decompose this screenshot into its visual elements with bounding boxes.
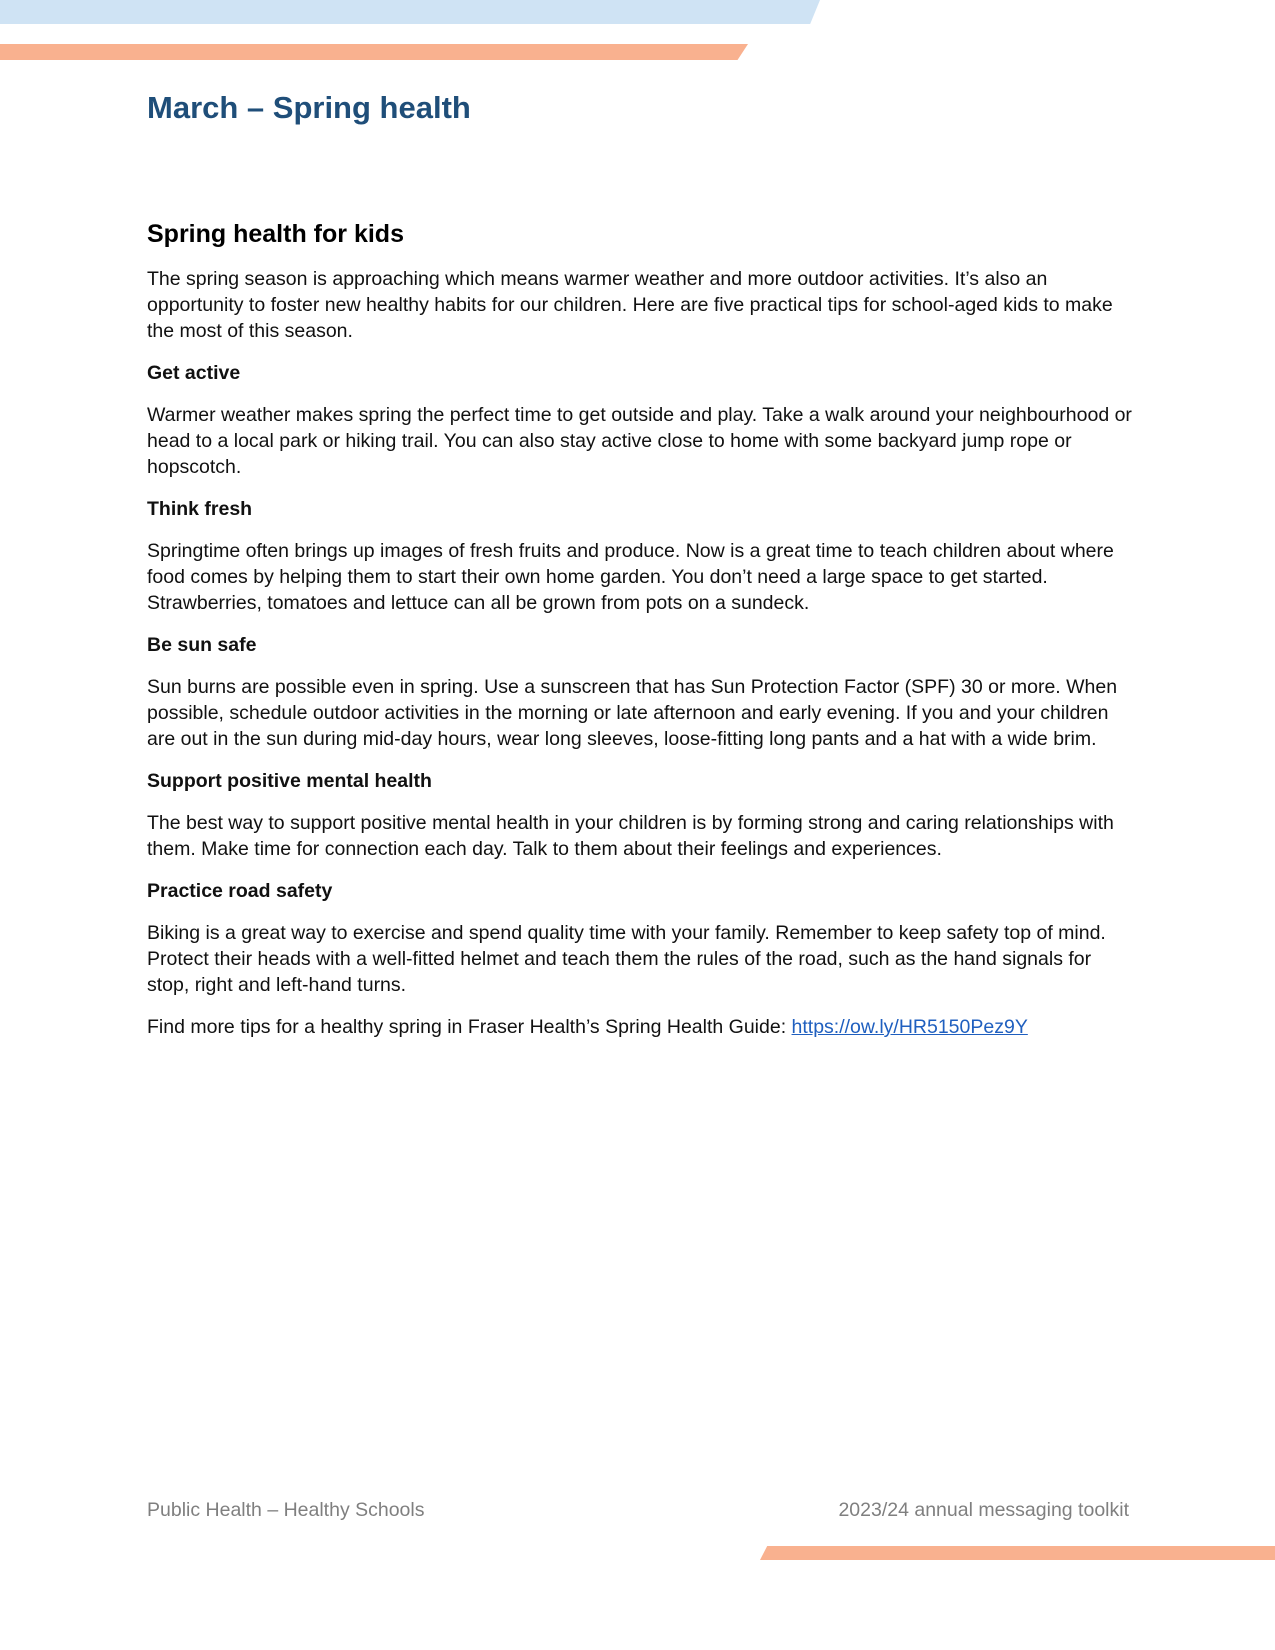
intro-paragraph: The spring season is approaching which means warmer weather and more outdoor activities. It’s also an opportunity to foster new healthy habits for our children. Here are five practical tips for school-aged kids to make the most of this season. [147, 268, 1113, 342]
footer-left-text: Public Health – Healthy Schools [147, 1499, 425, 1521]
closing-paragraph [147, 1014, 1137, 1040]
section-heading: Spring health for kids [147, 220, 404, 248]
tip-body-road-safety: Biking is a great way to exercise and spend quality time with your family. Remember to keep safety top of mind. Protect their heads with a well-fitted helmet and teach them the rules of the road, such as the hand signals for stop, right and left-hand turns. [147, 922, 1106, 996]
spring-health-guide-link[interactable]: https://ow.ly/HR5150Pez9Y [791, 1016, 1028, 1038]
tip-body-get-active: Warmer weather makes spring the perfect time to get outside and play. Take a walk around your neighbourhood or head to a local park or hiking trail. You can also stay active close to home with some backyard jump rope or hopscotch. [147, 404, 1132, 478]
page-content [147, 84, 1137, 1040]
tip-heading-sun-safe: Be sun safe [147, 634, 257, 656]
header-accent-bar-blue [0, 0, 820, 24]
tip-heading-road-safety: Practice road safety [147, 880, 333, 902]
tip-heading-mental-health: Support positive mental health [147, 770, 432, 792]
tip-heading-think-fresh: Think fresh [147, 498, 253, 520]
closing-text: Find more tips for a healthy spring in Fraser Health’s Spring Health Guide: [147, 1016, 792, 1038]
tip-body-sun-safe: Sun burns are possible even in spring. Use a sunscreen that has Sun Protection Factor (SPF) 30 or more. When possible, schedule outdoor activities in the morning or late afternoon and early evening. If you and your children are out in the sun during mid-day hours, wear long sleeves, loose-fitting long pants and a hat with a wide brim. [147, 676, 1118, 750]
footer-accent-bar-orange [760, 1546, 1275, 1560]
tip-body-mental-health: The best way to support positive mental health in your children is by forming strong and caring relationships with them. Make time for connection each day. Talk to them about their feelings and experiences. [147, 812, 1114, 860]
header-accent-bar-orange [0, 44, 748, 60]
footer-right-text: 2023/24 annual messaging toolkit [838, 1499, 1129, 1521]
tip-heading-get-active: Get active [147, 362, 241, 384]
page-title: March – Spring health [147, 90, 471, 125]
tip-body-think-fresh: Springtime often brings up images of fresh fruits and produce. Now is a great time to teach children about where food comes by helping them to start their own home garden. You don’t need a large space to get started. Strawberries, tomatoes and lettuce can all be grown from pots on a sundeck. [147, 540, 1114, 614]
